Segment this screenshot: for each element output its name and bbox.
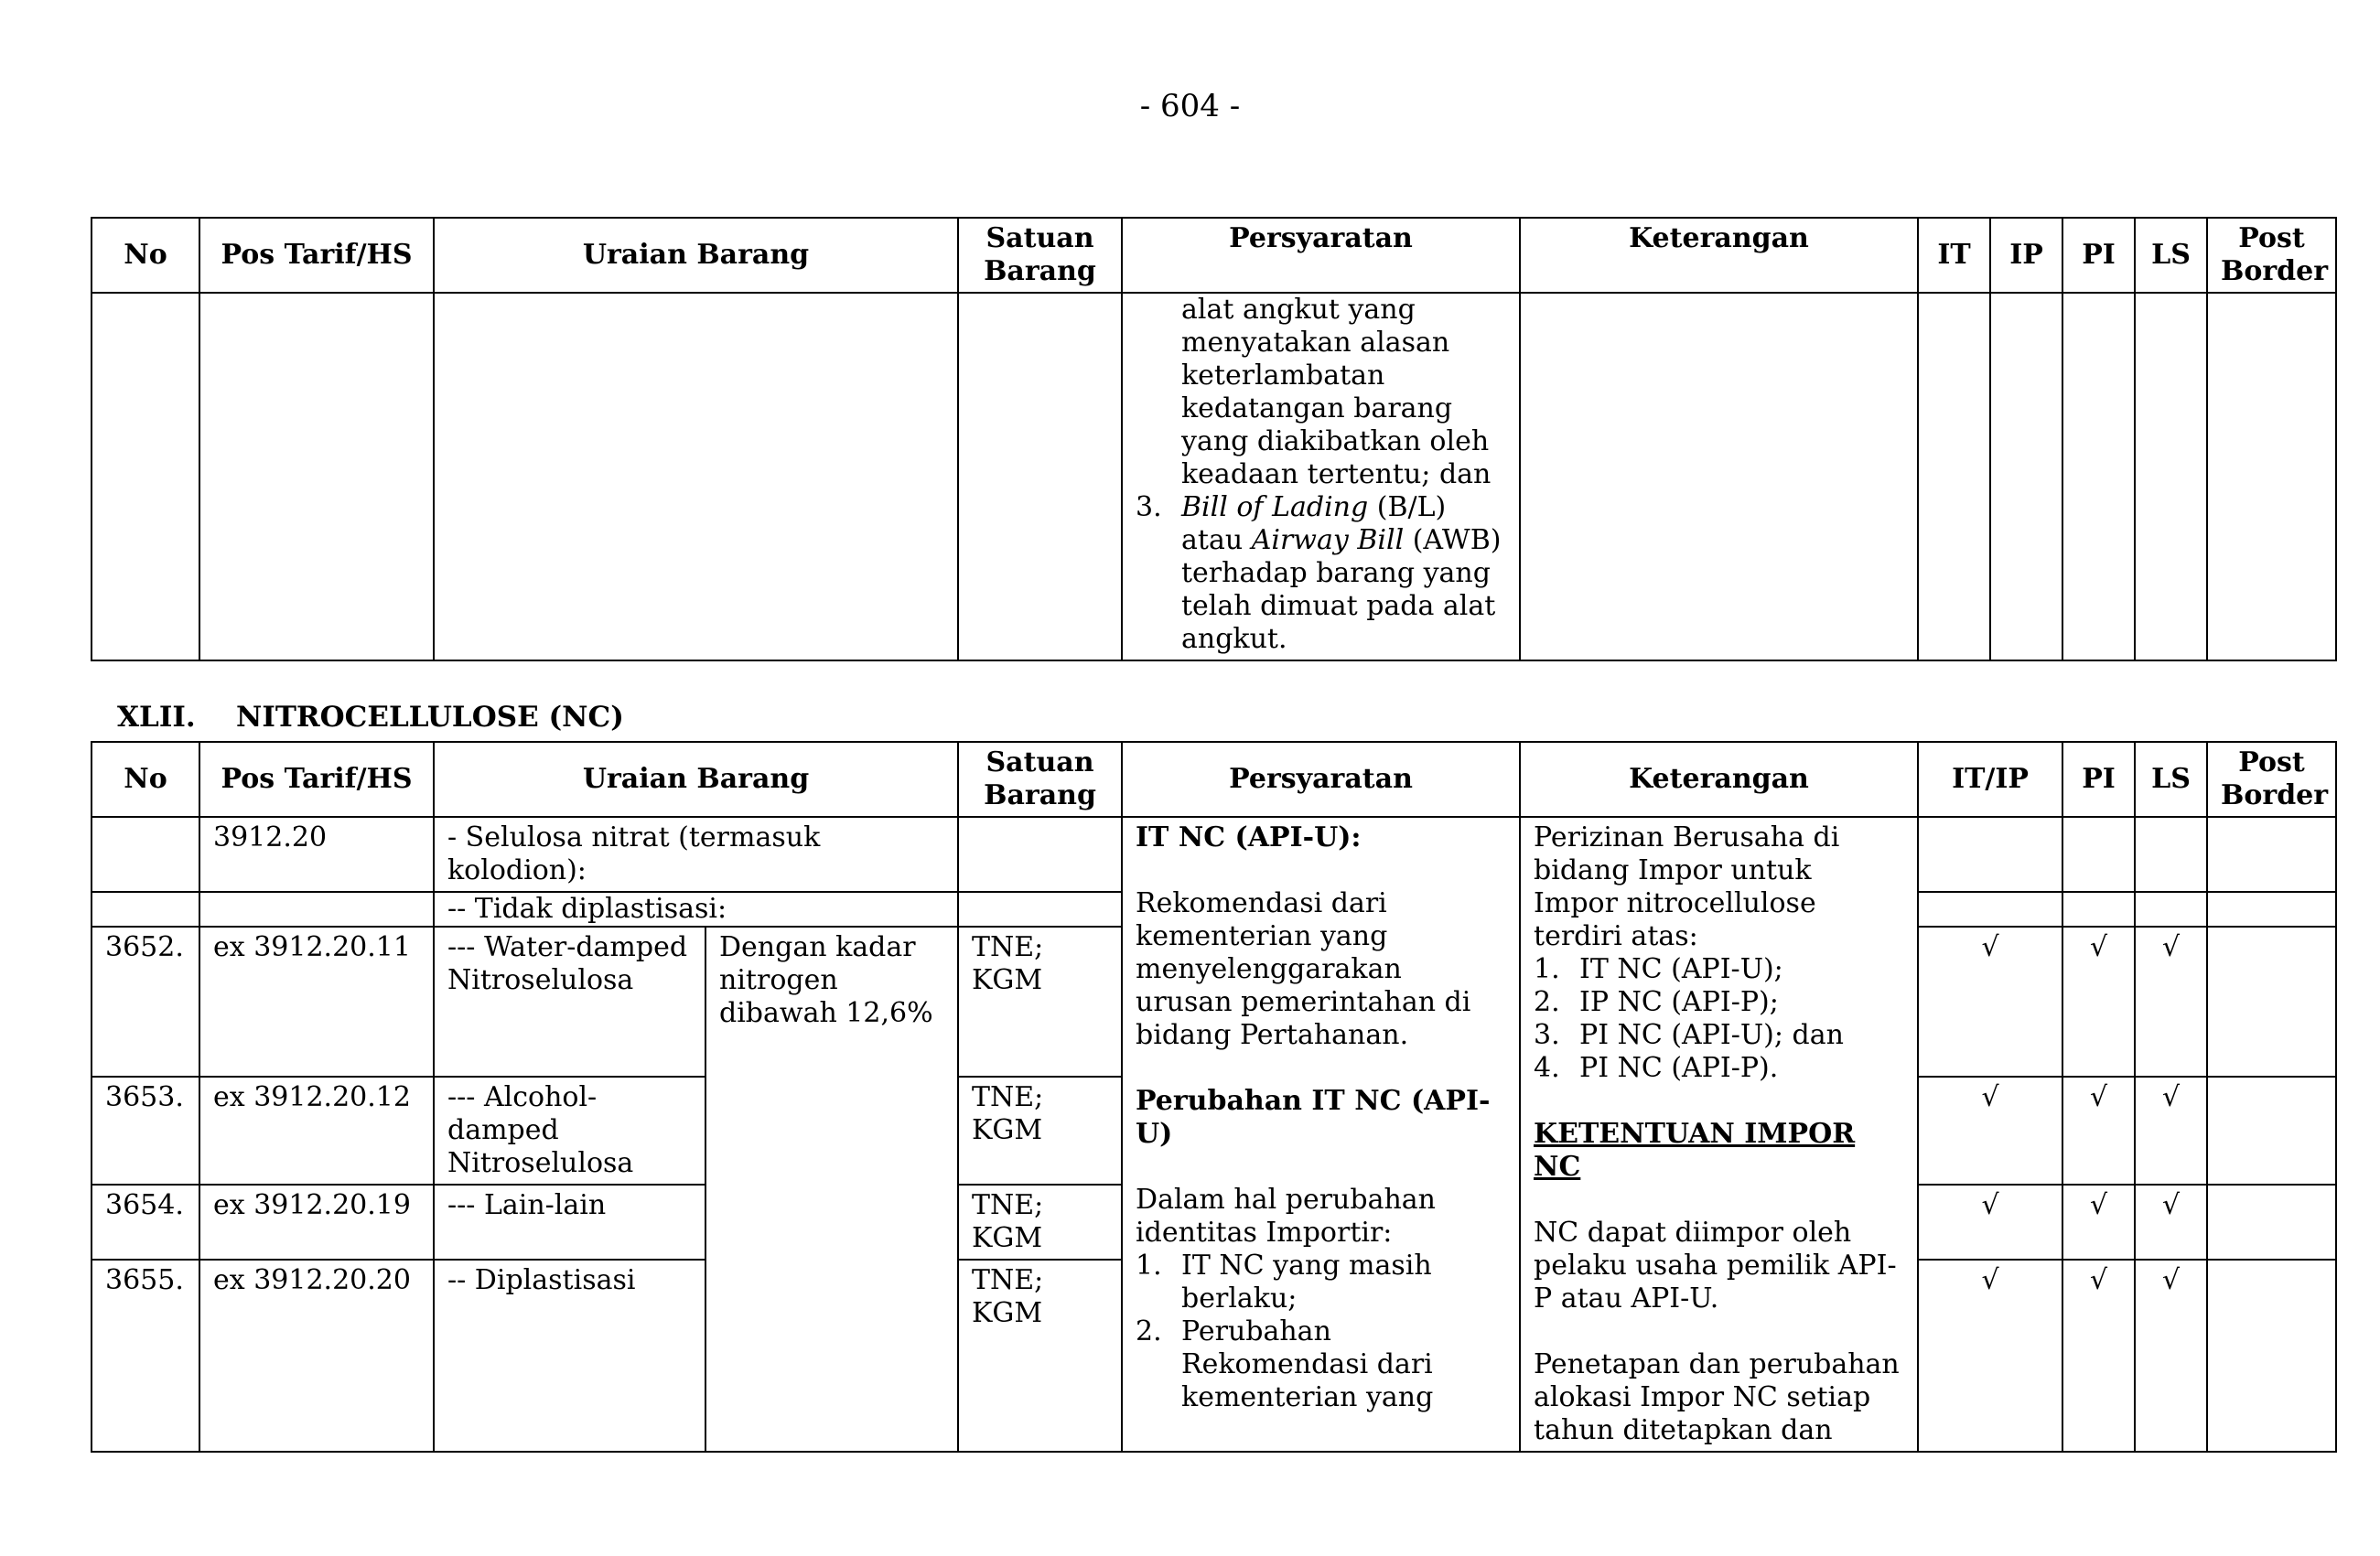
cont-line: menyatakan alasan <box>1181 327 1450 359</box>
cell-pi <box>2062 892 2135 927</box>
cell-pi: √ <box>2062 927 2135 1077</box>
cell-no: 3652. <box>92 927 199 1077</box>
cell-uraian: - Selulosa nitrat (termasuk kolodion): <box>434 817 958 892</box>
cell-post-border <box>2207 927 2336 1077</box>
header-ls: LS <box>2135 742 2207 817</box>
header-ls: LS <box>2135 218 2207 293</box>
persyaratan-title2: Perubahan IT NC (API-U) <box>1136 1085 1491 1150</box>
cell-pos: ex 3912.20.20 <box>199 1260 434 1452</box>
list-item: 1. IT NC (API-U); <box>1534 953 1783 985</box>
table-nitrocellulose <box>91 741 2337 1453</box>
cont-line: keterlambatan <box>1181 359 1385 392</box>
keterangan-title: KETENTUAN IMPOR NC <box>1534 1118 1856 1183</box>
cell-it-ip: √ <box>1918 1185 2062 1260</box>
cell-post-border <box>2207 817 2336 892</box>
list-item: 4. PI NC (API-P). <box>1534 1052 1779 1084</box>
header-pos-tarif: Pos Tarif/HS <box>199 218 434 293</box>
cell-uraian: --- Lain-lain <box>434 1185 705 1260</box>
header-keterangan: Keterangan <box>1520 218 1918 293</box>
cell-post-border <box>2207 1185 2336 1260</box>
cell-it-ip <box>1918 892 2062 927</box>
header-it: IT <box>1918 218 1990 293</box>
cell-persyaratan <box>1122 293 1520 660</box>
header-pi: PI <box>2062 742 2135 817</box>
cell-kadar: Dengan kadar nitrogen dibawah 12,6% <box>705 927 958 1452</box>
cell-it-ip: √ <box>1918 927 2062 1077</box>
cell-satuan <box>958 892 1122 927</box>
header-no: No <box>92 742 199 817</box>
cell-pos: ex 3912.20.11 <box>199 927 434 1077</box>
cell-satuan <box>958 817 1122 892</box>
cell-pos: 3912.20 <box>199 817 434 892</box>
keterangan-para2: NC dapat diimpor oleh pelaku usaha pemilik API-P atau API-U. <box>1534 1217 1897 1315</box>
header-persyaratan: Persyaratan <box>1122 742 1520 817</box>
cell-no <box>92 892 199 927</box>
cell-satuan: TNE; KGM <box>958 1185 1122 1260</box>
list-item: 2. Perubahan Rekomendasi dari kementerian yang <box>1136 1315 1434 1413</box>
section-heading <box>117 701 624 734</box>
cell-ls <box>2135 892 2207 927</box>
list-item-3: 3. Bill of Lading (B/L) atau Airway Bill (AWB) terhadap barang yang telah dimuat pada alat angkut. <box>1136 491 1502 655</box>
cell-satuan <box>958 293 1122 660</box>
cell-ls: √ <box>2135 1185 2207 1260</box>
keterangan-para1: Perizinan Berusaha di bidang Impor untuk Impor nitrocellulose terdiri atas: <box>1534 821 1840 952</box>
header-it-ip: IT/IP <box>1918 742 2062 817</box>
cell-uraian <box>434 293 958 660</box>
cell-it-ip: √ <box>1918 1260 2062 1452</box>
cell-satuan: TNE; KGM <box>958 1260 1122 1452</box>
cell-uraian: --- Alcohol-damped Nitroselulosa <box>434 1077 705 1185</box>
header-pos-tarif: Pos Tarif/HS <box>199 742 434 817</box>
cell-post-border <box>2207 293 2336 660</box>
header-no: No <box>92 218 199 293</box>
cell-no <box>92 293 199 660</box>
cont-line: yang diakibatkan oleh <box>1181 425 1490 457</box>
cell-post-border <box>2207 1077 2336 1185</box>
cell-pos: ex 3912.20.12 <box>199 1077 434 1185</box>
cell-keterangan <box>1520 293 1918 660</box>
cell-keterangan <box>1520 817 1918 1452</box>
cell-pos <box>199 293 434 660</box>
cell-pi: √ <box>2062 1185 2135 1260</box>
cont-line: kedatangan barang <box>1181 392 1453 424</box>
list-item: 2. IP NC (API-P); <box>1534 986 1779 1018</box>
cell-ls: √ <box>2135 927 2207 1077</box>
keterangan-para3: Penetapan dan perubahan alokasi Impor NC setiap tahun ditetapkan dan <box>1534 1348 1900 1446</box>
cell-ls: √ <box>2135 1077 2207 1185</box>
cell-it-ip <box>1918 817 2062 892</box>
list-item: 1. IT NC yang masih berlaku; <box>1136 1250 1432 1315</box>
header-satuan: Satuan Barang <box>958 218 1122 293</box>
header-uraian: Uraian Barang <box>434 218 958 293</box>
cell-no: 3654. <box>92 1185 199 1260</box>
persyaratan-para1: Rekomendasi dari kementerian yang menyelenggarakan urusan pemerintahan di bidang Pertahanan. <box>1136 887 1471 1051</box>
cell-pi: √ <box>2062 1260 2135 1452</box>
cell-uraian: -- Diplastisasi <box>434 1260 705 1452</box>
header-ip: IP <box>1990 218 2062 293</box>
header-post-border: Post Border <box>2207 742 2336 817</box>
cell-ls <box>2135 293 2207 660</box>
cell-no <box>92 817 199 892</box>
cont-line: keadaan tertentu; dan <box>1181 458 1492 490</box>
persyaratan-para2: Dalam hal perubahan identitas Importir: <box>1136 1184 1436 1249</box>
list-item: 3. PI NC (API-U); dan <box>1534 1019 1844 1051</box>
cell-satuan: TNE; KGM <box>958 927 1122 1077</box>
cell-pi: √ <box>2062 1077 2135 1185</box>
persyaratan-title: IT NC (API-U): <box>1136 821 1362 853</box>
cell-pi <box>2062 817 2135 892</box>
cell-ls <box>2135 817 2207 892</box>
section-number: XLII. <box>117 701 196 734</box>
header-satuan: Satuan Barang <box>958 742 1122 817</box>
header-persyaratan: Persyaratan <box>1122 218 1520 293</box>
cell-it-ip: √ <box>1918 1077 2062 1185</box>
cell-post-border <box>2207 892 2336 927</box>
cell-no: 3653. <box>92 1077 199 1185</box>
cell-uraian: -- Tidak diplastisasi: <box>434 892 958 927</box>
header-post-border: Post Border <box>2207 218 2336 293</box>
header-keterangan: Keterangan <box>1520 742 1918 817</box>
table-continuation <box>91 217 2337 661</box>
cell-no: 3655. <box>92 1260 199 1452</box>
page-number: - 604 - <box>1139 88 1241 124</box>
cell-satuan: TNE; KGM <box>958 1077 1122 1185</box>
cell-ip <box>1990 293 2062 660</box>
cont-line: alat angkut yang <box>1181 294 1416 326</box>
cell-ls: √ <box>2135 1260 2207 1452</box>
cell-uraian: --- Water-damped Nitroselulosa <box>434 927 705 1077</box>
cell-pi <box>2062 293 2135 660</box>
cell-persyaratan <box>1122 817 1520 1452</box>
cell-pos: ex 3912.20.19 <box>199 1185 434 1260</box>
cell-it <box>1918 293 1990 660</box>
header-uraian: Uraian Barang <box>434 742 958 817</box>
cell-pos <box>199 892 434 927</box>
header-pi: PI <box>2062 218 2135 293</box>
cell-post-border <box>2207 1260 2336 1452</box>
section-title: NITROCELLULOSE (NC) <box>236 701 624 734</box>
